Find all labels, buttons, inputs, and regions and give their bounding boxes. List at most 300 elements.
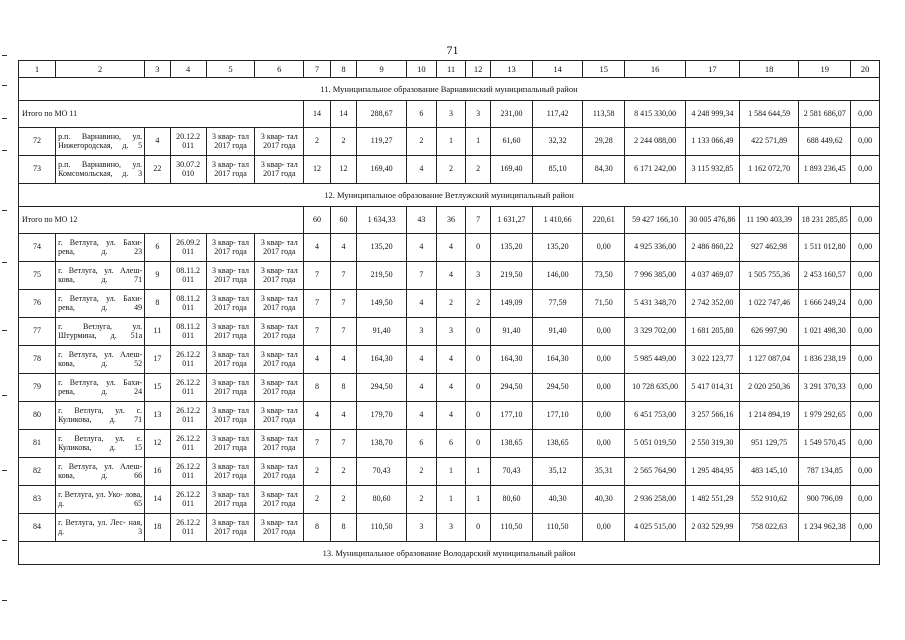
data-cell: 2 565 764,90	[625, 458, 685, 486]
data-cell: 18	[145, 514, 170, 542]
data-cell: 294,50	[533, 374, 583, 402]
data-cell: 3 квар- тал 2017 года	[255, 486, 304, 514]
data-cell: 7	[330, 290, 357, 318]
data-cell: 3 квар- тал 2017 года	[206, 374, 255, 402]
column-number-row	[19, 61, 880, 78]
data-cell: 3 квар- тал 2017 года	[206, 128, 255, 156]
total-cell: 4 248 999,34	[685, 101, 739, 128]
data-cell: 7 996 385,00	[625, 262, 685, 290]
address-cell: р.п. Варнавино, ул. Нижегородская, д. 5	[56, 128, 145, 156]
data-cell: 12	[304, 156, 331, 184]
data-cell: 84,30	[583, 156, 625, 184]
data-cell: 0,00	[851, 514, 880, 542]
data-cell: 219,50	[357, 262, 407, 290]
data-cell: 2	[436, 290, 466, 318]
data-cell: 15	[145, 374, 170, 402]
section-total-row	[19, 207, 880, 234]
data-cell: 91,40	[490, 318, 532, 346]
data-cell: 0,00	[583, 430, 625, 458]
address-cell: г. Ветлуга, ул. Бахи- рева, д. 23	[56, 234, 145, 262]
data-cell: 26.12.2 011	[170, 430, 206, 458]
data-cell: 135,20	[490, 234, 532, 262]
data-cell: 70,43	[357, 458, 407, 486]
data-cell: 26.12.2 011	[170, 402, 206, 430]
table-row	[19, 128, 880, 156]
data-cell: 3 квар- тал 2017 года	[255, 402, 304, 430]
data-cell: 32,32	[533, 128, 583, 156]
data-cell: 1	[436, 128, 466, 156]
data-cell: 8	[145, 290, 170, 318]
data-cell: 0,00	[851, 128, 880, 156]
data-cell: 3 квар- тал 2017 года	[255, 318, 304, 346]
data-cell: 4	[304, 346, 331, 374]
address-cell: г. Ветлуга, ул. с. Куликова, д. 15	[56, 430, 145, 458]
table-row	[19, 318, 880, 346]
data-cell: 119,27	[357, 128, 407, 156]
data-cell: 77,59	[533, 290, 583, 318]
data-cell: 35,12	[533, 458, 583, 486]
data-cell: 3 квар- тал 2017 года	[206, 458, 255, 486]
data-cell: 1 021 498,30	[799, 318, 851, 346]
data-cell: 6	[145, 234, 170, 262]
data-cell: 3	[436, 514, 466, 542]
section-title: 11. Муниципальное образование Варнавинский муниципальный район	[19, 78, 880, 101]
data-cell: 7	[304, 290, 331, 318]
address-cell: г. Ветлуга, ул. Алеш- кова, д. 52	[56, 346, 145, 374]
data-cell: 0,00	[851, 234, 880, 262]
address-cell: г. Ветлуга, ул. Лес- ная, д. 3	[56, 514, 145, 542]
total-cell: 0,00	[851, 207, 880, 234]
data-cell: 20.12.2 011	[170, 128, 206, 156]
data-cell: 138,65	[533, 430, 583, 458]
table-row	[19, 486, 880, 514]
data-cell: 179,70	[357, 402, 407, 430]
total-cell: 59 427 166,10	[625, 207, 685, 234]
data-cell: 0	[466, 234, 490, 262]
data-cell: 177,10	[533, 402, 583, 430]
data-cell: 1	[466, 128, 490, 156]
data-cell: 1 295 484,95	[685, 458, 739, 486]
data-cell: 40,30	[583, 486, 625, 514]
data-cell: 3 115 932,85	[685, 156, 739, 184]
data-cell: 1 681 205,80	[685, 318, 739, 346]
data-cell: 5 431 348,70	[625, 290, 685, 318]
data-cell: 0,00	[851, 346, 880, 374]
total-cell: 7	[466, 207, 490, 234]
data-cell: 0,00	[583, 234, 625, 262]
data-cell: 1 511 012,80	[799, 234, 851, 262]
data-cell: 26.12.2 011	[170, 346, 206, 374]
data-cell: 7	[330, 318, 357, 346]
data-cell: 2	[407, 458, 437, 486]
data-cell: 3 квар- тал 2017 года	[255, 290, 304, 318]
total-cell: 1 410,66	[533, 207, 583, 234]
data-cell: 0	[466, 346, 490, 374]
data-cell: 2	[407, 128, 437, 156]
total-cell: 113,58	[583, 101, 625, 128]
row-number: 84	[19, 514, 56, 542]
data-cell: 3 квар- тал 2017 года	[206, 514, 255, 542]
data-cell: 7	[330, 430, 357, 458]
data-cell: 3 квар- тал 2017 года	[206, 318, 255, 346]
data-cell: 164,30	[490, 346, 532, 374]
data-cell: 4	[436, 346, 466, 374]
table-row	[19, 514, 880, 542]
data-cell: 135,20	[357, 234, 407, 262]
table-row	[19, 430, 880, 458]
data-cell: 40,30	[533, 486, 583, 514]
row-number: 76	[19, 290, 56, 318]
total-cell: 3	[466, 101, 490, 128]
address-cell: г. Ветлуга, ул. Бахи- рева, д. 49	[56, 290, 145, 318]
total-label: Итого по МО 12	[19, 207, 304, 234]
data-cell: 22	[145, 156, 170, 184]
data-cell: 4	[436, 402, 466, 430]
data-cell: 0	[466, 430, 490, 458]
data-cell: 2	[466, 290, 490, 318]
data-cell: 169,40	[357, 156, 407, 184]
data-cell: 1	[436, 486, 466, 514]
column-number-cell: 16	[625, 61, 685, 78]
data-cell: 4	[436, 374, 466, 402]
column-number-cell: 19	[799, 61, 851, 78]
data-cell: 2	[330, 458, 357, 486]
data-cell: 26.12.2 011	[170, 374, 206, 402]
row-number: 83	[19, 486, 56, 514]
data-cell: 16	[145, 458, 170, 486]
column-number-cell: 20	[851, 61, 880, 78]
data-cell: 3 квар- тал 2017 года	[206, 262, 255, 290]
data-cell: 552 910,62	[739, 486, 798, 514]
data-cell: 927 462,98	[739, 234, 798, 262]
column-number-cell: 5	[206, 61, 255, 78]
data-cell: 3 квар- тал 2017 года	[255, 234, 304, 262]
row-number: 74	[19, 234, 56, 262]
address-cell: г. Ветлуга, ул. Алеш- кова, д. 71	[56, 262, 145, 290]
address-cell: г. Ветлуга, ул. Алеш- кова, д. 66	[56, 458, 145, 486]
data-cell: 138,65	[490, 430, 532, 458]
data-cell: 4	[330, 234, 357, 262]
row-number: 72	[19, 128, 56, 156]
data-cell: 2 486 860,22	[685, 234, 739, 262]
data-cell: 8	[330, 514, 357, 542]
data-cell: 29,28	[583, 128, 625, 156]
data-cell: 13	[145, 402, 170, 430]
data-cell: 1 482 551,29	[685, 486, 739, 514]
data-cell: 2 936 258,00	[625, 486, 685, 514]
data-cell: 110,50	[357, 514, 407, 542]
section-title: 12. Муниципальное образование Ветлужский муниципальный район	[19, 184, 880, 207]
data-cell: 688 449,62	[799, 128, 851, 156]
data-cell: 0,00	[851, 262, 880, 290]
table-row	[19, 402, 880, 430]
data-cell: 6	[407, 430, 437, 458]
data-cell: 5 051 019,50	[625, 430, 685, 458]
data-cell: 3 квар- тал 2017 года	[206, 430, 255, 458]
data-cell: 1 836 238,19	[799, 346, 851, 374]
data-cell: 1 893 236,45	[799, 156, 851, 184]
column-number-cell: 14	[533, 61, 583, 78]
data-cell: 26.12.2 011	[170, 486, 206, 514]
data-cell: 0,00	[851, 318, 880, 346]
column-number-cell: 10	[407, 61, 437, 78]
data-cell: 483 145,10	[739, 458, 798, 486]
data-cell: 4	[436, 262, 466, 290]
column-number-cell: 6	[255, 61, 304, 78]
total-cell: 1 634,33	[357, 207, 407, 234]
data-cell: 3 квар- тал 2017 года	[206, 290, 255, 318]
total-cell: 18 231 285,85	[799, 207, 851, 234]
data-cell: 08.11.2 011	[170, 262, 206, 290]
data-cell: 0,00	[851, 402, 880, 430]
data-cell: 4	[407, 290, 437, 318]
data-cell: 1 162 072,70	[739, 156, 798, 184]
data-cell: 2	[304, 458, 331, 486]
total-cell: 11 190 403,39	[739, 207, 798, 234]
data-cell: 7	[304, 262, 331, 290]
data-cell: 14	[145, 486, 170, 514]
total-cell: 231,00	[490, 101, 532, 128]
data-cell: 0	[466, 514, 490, 542]
data-cell: 3	[466, 262, 490, 290]
binding-margin-marks	[2, 0, 8, 640]
data-cell: 1	[436, 458, 466, 486]
column-number-cell: 18	[739, 61, 798, 78]
column-number-cell: 9	[357, 61, 407, 78]
total-cell: 36	[436, 207, 466, 234]
data-cell: 4	[330, 346, 357, 374]
data-cell: 17	[145, 346, 170, 374]
data-cell: 177,10	[490, 402, 532, 430]
data-cell: 1 666 249,24	[799, 290, 851, 318]
data-cell: 951 129,75	[739, 430, 798, 458]
data-cell: 2 020 250,36	[739, 374, 798, 402]
data-cell: 3 квар- тал 2017 года	[255, 374, 304, 402]
data-cell: 219,50	[490, 262, 532, 290]
address-cell: г. Ветлуга, ул. Уко- лова, д. 65	[56, 486, 145, 514]
data-cell: 12	[330, 156, 357, 184]
data-cell: 6 171 242,00	[625, 156, 685, 184]
row-number: 73	[19, 156, 56, 184]
column-number-cell: 11	[436, 61, 466, 78]
data-cell: 2	[330, 486, 357, 514]
data-cell: 8	[330, 374, 357, 402]
data-cell: 3 квар- тал 2017 года	[206, 156, 255, 184]
data-cell: 61,60	[490, 128, 532, 156]
data-cell: 0	[466, 402, 490, 430]
data-cell: 7	[304, 430, 331, 458]
data-cell: 3	[407, 514, 437, 542]
data-cell: 08.11.2 011	[170, 290, 206, 318]
column-number-cell: 4	[170, 61, 206, 78]
data-cell: 0,00	[583, 514, 625, 542]
column-number-cell: 8	[330, 61, 357, 78]
data-cell: 4	[407, 156, 437, 184]
data-cell: 0,00	[583, 402, 625, 430]
data-cell: 4	[145, 128, 170, 156]
data-cell: 6 451 753,00	[625, 402, 685, 430]
data-cell: 787 134,85	[799, 458, 851, 486]
data-cell: 85,10	[533, 156, 583, 184]
table-row	[19, 234, 880, 262]
column-number-cell: 7	[304, 61, 331, 78]
data-cell: 3 квар- тал 2017 года	[206, 402, 255, 430]
data-cell: 4 037 469,07	[685, 262, 739, 290]
total-cell: 1 584 644,59	[739, 101, 798, 128]
data-cell: 138,70	[357, 430, 407, 458]
data-cell: 2	[407, 486, 437, 514]
data-cell: 7	[304, 318, 331, 346]
data-cell: 9	[145, 262, 170, 290]
data-cell: 2 453 160,57	[799, 262, 851, 290]
data-cell: 2	[304, 128, 331, 156]
data-cell: 26.12.2 011	[170, 458, 206, 486]
total-cell: 3	[436, 101, 466, 128]
data-cell: 0,00	[851, 290, 880, 318]
table-row	[19, 156, 880, 184]
data-cell: 4	[436, 234, 466, 262]
data-cell: 91,40	[357, 318, 407, 346]
data-cell: 110,50	[490, 514, 532, 542]
column-number-cell: 17	[685, 61, 739, 78]
data-cell: 4 025 515,00	[625, 514, 685, 542]
data-cell: 30.07.2 010	[170, 156, 206, 184]
data-cell: 3 квар- тал 2017 года	[206, 346, 255, 374]
data-cell: 5 985 449,00	[625, 346, 685, 374]
data-cell: 146,00	[533, 262, 583, 290]
section-title: 13. Муниципальное образование Володарский муниципальный район	[19, 542, 880, 565]
data-cell: 164,30	[533, 346, 583, 374]
data-cell: 0	[466, 318, 490, 346]
data-cell: 71,50	[583, 290, 625, 318]
address-cell: г. Ветлуга, ул. Штурмина, д. 51а	[56, 318, 145, 346]
data-cell: 2	[330, 128, 357, 156]
data-cell: 5 417 014,31	[685, 374, 739, 402]
data-cell: 26.09.2 011	[170, 234, 206, 262]
data-cell: 8	[304, 514, 331, 542]
data-cell: 1 127 087,04	[739, 346, 798, 374]
data-cell: 1 214 894,19	[739, 402, 798, 430]
data-cell: 3 квар- тал 2017 года	[255, 458, 304, 486]
row-number: 75	[19, 262, 56, 290]
data-cell: 0,00	[851, 430, 880, 458]
total-cell: 14	[304, 101, 331, 128]
total-cell: 0,00	[851, 101, 880, 128]
data-cell: 135,20	[533, 234, 583, 262]
row-number: 81	[19, 430, 56, 458]
total-cell: 60	[304, 207, 331, 234]
address-cell: р.п. Варнавино, ул. Комсомольская, д. 3	[56, 156, 145, 184]
data-cell: 294,50	[490, 374, 532, 402]
data-cell: 0,00	[851, 374, 880, 402]
total-cell: 220,61	[583, 207, 625, 234]
data-cell: 08.11.2 011	[170, 318, 206, 346]
data-cell: 3 квар- тал 2017 года	[255, 514, 304, 542]
total-label: Итого по МО 11	[19, 101, 304, 128]
data-cell: 169,40	[490, 156, 532, 184]
data-cell: 1 234 962,38	[799, 514, 851, 542]
data-cell: 1	[466, 458, 490, 486]
data-cell: 0	[466, 374, 490, 402]
data-cell: 4	[330, 402, 357, 430]
table-row	[19, 290, 880, 318]
section-title-row	[19, 184, 880, 207]
data-cell: 91,40	[533, 318, 583, 346]
data-cell: 2	[436, 156, 466, 184]
data-cell: 10 728 635,00	[625, 374, 685, 402]
data-cell: 80,60	[490, 486, 532, 514]
data-cell: 3 291 370,33	[799, 374, 851, 402]
data-cell: 758 022,63	[739, 514, 798, 542]
data-cell: 3 квар- тал 2017 года	[206, 234, 255, 262]
address-cell: г. Ветлуга, ул. Бахи- рева, д. 24	[56, 374, 145, 402]
total-cell: 8 415 330,00	[625, 101, 685, 128]
data-cell: 3 квар- тал 2017 года	[255, 128, 304, 156]
row-number: 79	[19, 374, 56, 402]
data-cell: 149,09	[490, 290, 532, 318]
data-cell: 2 032 529,99	[685, 514, 739, 542]
row-number: 78	[19, 346, 56, 374]
data-cell: 422 571,89	[739, 128, 798, 156]
total-cell: 60	[330, 207, 357, 234]
data-cell: 3 квар- тал 2017 года	[255, 262, 304, 290]
data-cell: 0,00	[583, 346, 625, 374]
data-cell: 12	[145, 430, 170, 458]
data-cell: 900 796,09	[799, 486, 851, 514]
data-cell: 3	[436, 318, 466, 346]
row-number: 80	[19, 402, 56, 430]
data-cell: 0,00	[851, 458, 880, 486]
data-cell: 80,60	[357, 486, 407, 514]
data-cell: 0,00	[583, 318, 625, 346]
data-cell: 2 550 319,30	[685, 430, 739, 458]
data-cell: 4	[407, 374, 437, 402]
section-title-row	[19, 542, 880, 565]
table-row	[19, 346, 880, 374]
data-cell: 73,50	[583, 262, 625, 290]
data-cell: 4	[304, 402, 331, 430]
data-cell: 4	[407, 234, 437, 262]
data-cell: 7	[407, 262, 437, 290]
data-cell: 1	[466, 486, 490, 514]
data-cell: 3 квар- тал 2017 года	[255, 156, 304, 184]
data-cell: 35,31	[583, 458, 625, 486]
address-cell: г. Ветлуга, ул. с. Куликова, д. 71	[56, 402, 145, 430]
data-cell: 2	[466, 156, 490, 184]
total-cell: 2 581 686,07	[799, 101, 851, 128]
data-cell: 4 925 336,00	[625, 234, 685, 262]
row-number: 82	[19, 458, 56, 486]
total-cell: 30 005 476,86	[685, 207, 739, 234]
section-title-row	[19, 78, 880, 101]
data-cell: 1 549 570,45	[799, 430, 851, 458]
data-cell: 3 022 123,77	[685, 346, 739, 374]
data-cell: 0,00	[851, 156, 880, 184]
data-cell: 294,50	[357, 374, 407, 402]
data-cell: 3 квар- тал 2017 года	[206, 486, 255, 514]
register-table	[18, 60, 880, 565]
data-cell: 626 997,90	[739, 318, 798, 346]
data-cell: 8	[304, 374, 331, 402]
column-number-cell: 15	[583, 61, 625, 78]
total-cell: 6	[407, 101, 437, 128]
total-cell: 288,67	[357, 101, 407, 128]
data-cell: 2 742 352,00	[685, 290, 739, 318]
table-row	[19, 262, 880, 290]
data-cell: 1 979 292,65	[799, 402, 851, 430]
column-number-cell: 1	[19, 61, 56, 78]
data-cell: 164,30	[357, 346, 407, 374]
